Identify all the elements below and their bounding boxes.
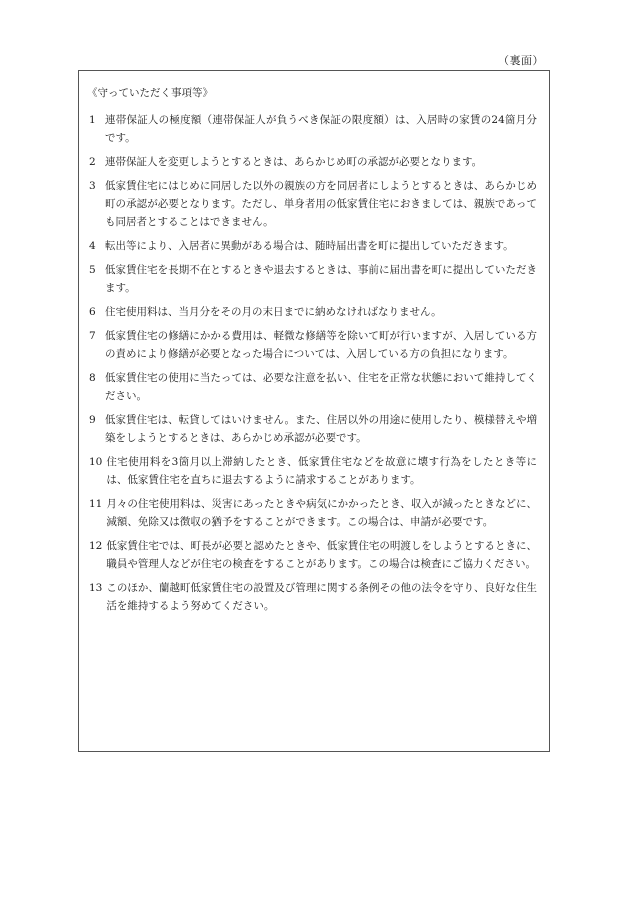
item-number: 4 (89, 240, 96, 252)
item-number: 5 (89, 264, 96, 276)
item-number: 11 (89, 498, 103, 510)
notice-list (87, 111, 537, 615)
notice-item (87, 261, 537, 297)
notice-item (87, 537, 537, 573)
notice-item (87, 177, 537, 231)
item-text: 低家賃住宅を長期不在とするときや退去するときは、事前に届出書を町に提出していただきます。 (105, 264, 537, 294)
notice-item (87, 411, 537, 447)
item-number: 6 (89, 306, 96, 318)
notice-item (87, 327, 537, 363)
notice-item (87, 153, 537, 171)
item-text: 低家賃住宅の修繕にかかる費用は、軽微な修繕等を除いて町が行いますが、入居している方の責めにより修繕が必要となった場合については、入居している方の負担になります。 (105, 330, 537, 360)
item-number: 12 (89, 540, 103, 552)
item-text: 月々の住宅使用料は、災害にあったときや病気にかかったとき、収入が減ったときなどに、減額、免除又は徴収の猶予をすることができます。この場合は、申請が必要です。 (106, 498, 537, 528)
notice-item (87, 111, 537, 147)
item-number: 13 (89, 582, 103, 594)
notice-item (87, 579, 537, 615)
item-text: 転出等により、入居者に異動がある場合は、随時届出書を町に提出していただきます。 (105, 240, 514, 252)
item-text: 連帯保証人を変更しようとするときは、あらかじめ町の承認が必要となります。 (105, 156, 483, 168)
item-text: 低家賃住宅では、町長が必要と認めたときや、低家賃住宅の明渡しをしようとするときに、職員や管理人などが住宅の検査をすることがあります。この場合は検査にご協力ください。 (106, 540, 537, 570)
item-number: 9 (89, 414, 96, 426)
item-number: 8 (89, 372, 96, 384)
notice-item (87, 303, 537, 321)
item-number: 7 (89, 330, 96, 342)
notice-item (87, 237, 537, 255)
item-text: 低家賃住宅にはじめに同居した以外の親族の方を同居者にしようとするときは、あらかじめ町の承認が必要となります。ただし、単身者用の低家賃住宅におきましては、親族であっても同居者とすることはできません。 (105, 180, 537, 228)
item-text: 低家賃住宅は、転貸してはいけません。また、住居以外の用途に使用したり、模様替えや増築をしようとするときは、あらかじめ承認が必要です。 (105, 414, 537, 444)
item-number: 3 (89, 180, 96, 192)
item-text: このほか、蘭越町低家賃住宅の設置及び管理に関する条例その他の法令を守り、良好な住生活を維持するよう努めてください。 (106, 582, 537, 612)
item-number: 1 (89, 114, 96, 126)
item-number: 2 (89, 156, 96, 168)
notice-item (87, 453, 537, 489)
page-side-label: （裏面） (498, 54, 544, 67)
notice-item (87, 495, 537, 531)
notice-title: 《守っていただく事項等》 (87, 87, 213, 99)
item-text: 低家賃住宅の使用に当たっては、必要な注意を払い、住宅を正常な状態において維持してください。 (105, 372, 537, 402)
notice-box (78, 70, 550, 752)
item-text: 住宅使用料を3箇月以上滞納したとき、低家賃住宅などを故意に壊す行為をしたとき等には、低家賃住宅を直ちに退去するように請求することがあります。 (106, 456, 537, 486)
item-text: 住宅使用料は、当月分をその月の末日までに納めなければなりません。 (105, 306, 442, 318)
notice-item (87, 369, 537, 405)
item-text: 連帯保証人の極度額（連帯保証人が負うべき保証の限度額）は、入居時の家賃の24箇月分です。 (105, 114, 537, 144)
item-number: 10 (89, 456, 103, 468)
